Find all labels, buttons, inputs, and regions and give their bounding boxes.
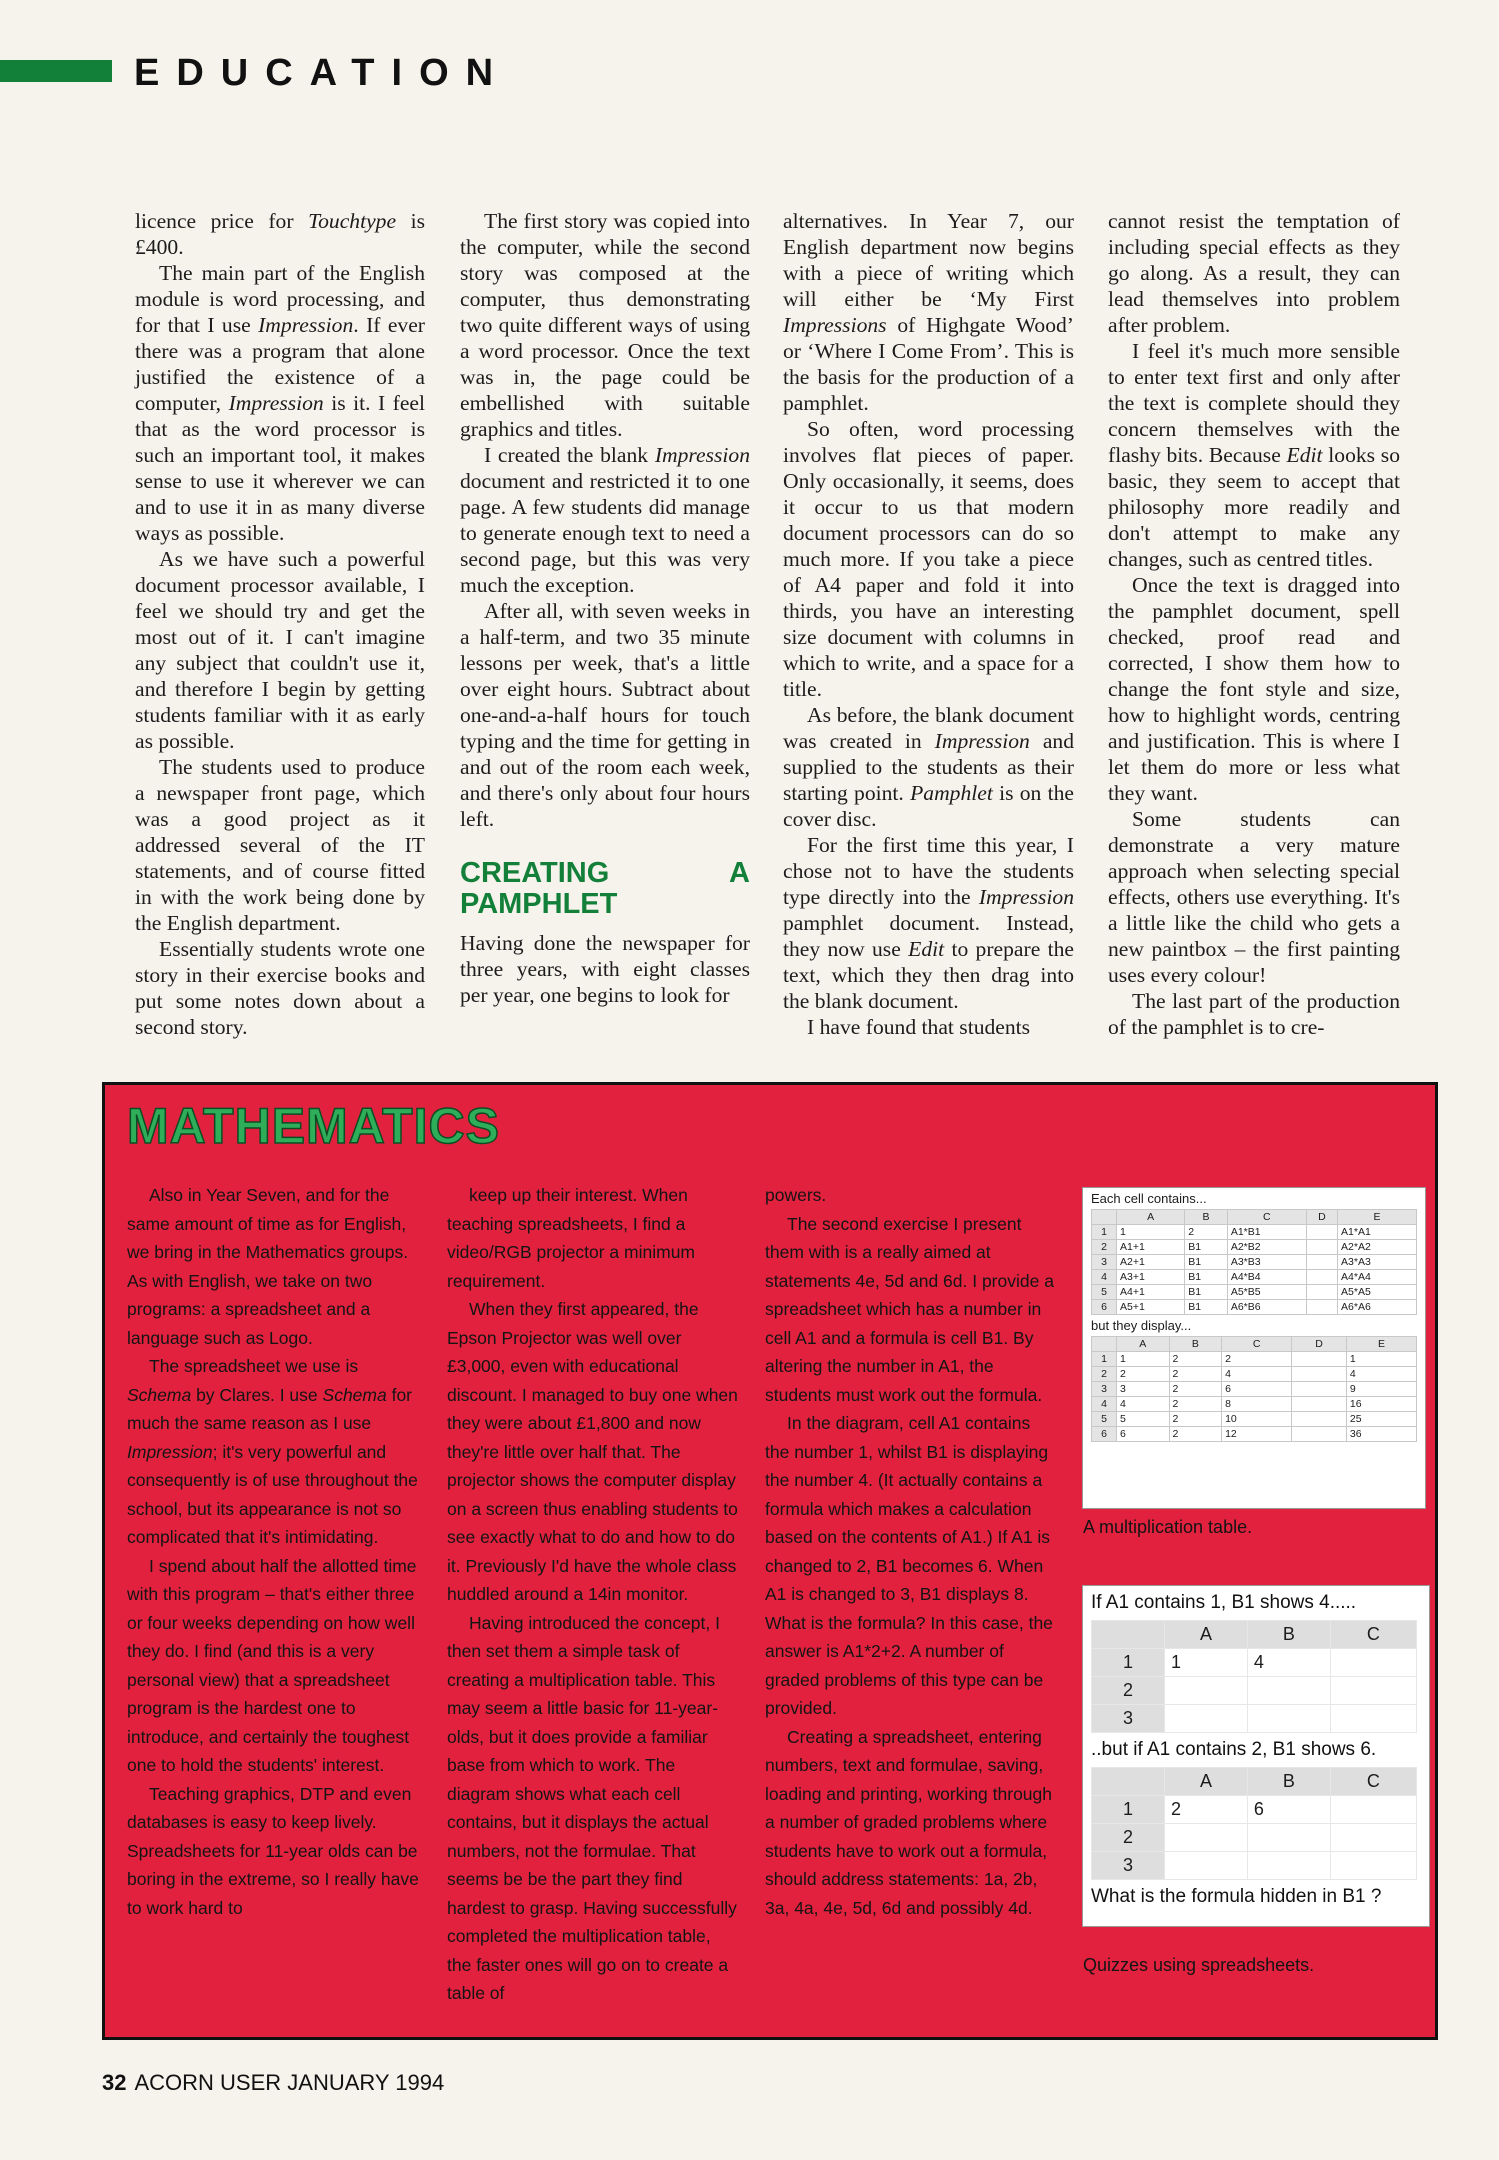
quiz-line-2: ..but if A1 contains 2, B1 shows 6. (1091, 1739, 1377, 1760)
table-row (1092, 1705, 1417, 1733)
paragraph: For the first time this year, I chose not to have the students type directly into the Impression pamphlet document. Instead, they now use Edit to prepare the text, which they then drag into the blank document. (783, 833, 1074, 1013)
column-header: E (1338, 1210, 1417, 1225)
table-row (1092, 1412, 1417, 1427)
table-cell (1306, 1240, 1337, 1255)
quiz-line-3: What is the formula hidden in B1 ? (1091, 1886, 1382, 1907)
article-column-2 (460, 208, 750, 1008)
paragraph: In the diagram, cell A1 contains the number 1, whilst B1 is displaying the number 4. (It actually contains a formula which makes a calculation based on the contents of A1.) If A1 is changed to 2, B1 becomes 6. When A1 is changed to 3, B1 displays 8. What is the formula? In this case, the answer is A1*2+2. A number of graded problems of this type can be provided. (765, 1413, 1053, 1718)
paragraph: Once the text is dragged into the pamphlet document, spell checked, proof read and corrected, I show them how to change the font style and size, how to highlight words, centring and justification. This is where I let them do more or less what they want. (1108, 573, 1400, 805)
row-number: 5 (1092, 1412, 1117, 1427)
table-cell: 4 (1247, 1649, 1330, 1677)
table-cell (1165, 1705, 1248, 1733)
table-cell (1330, 1796, 1416, 1824)
table-cell (1165, 1677, 1248, 1705)
corner-cell (1092, 1621, 1165, 1649)
paragraph: I spend about half the allotted time with this program – that's either three or four weeks depending on how well they do. I find (and this is a very personal view) that a spreadsheet program is the hardest one to introduce, and certainly the toughest one to hold the students' interest. (127, 1555, 417, 1775)
table-cell: A3*B3 (1227, 1255, 1306, 1270)
table-cell (1330, 1677, 1416, 1705)
table-cell: 5 (1117, 1412, 1170, 1427)
table-cell (1306, 1285, 1337, 1300)
table-cell (1306, 1225, 1337, 1240)
table-cell: 2 (1222, 1352, 1292, 1367)
column-header: A (1165, 1768, 1248, 1796)
table-cell: 4 (1346, 1367, 1416, 1382)
table-cell: A5*A5 (1338, 1285, 1417, 1300)
paragraph: The students used to produce a newspaper front page, which was a good project as it addressed several of the IT statements, and of course fitted in with the work being done by the English department. (135, 755, 425, 935)
table-row (1092, 1285, 1417, 1300)
table-cell: A5*B5 (1227, 1285, 1306, 1300)
table-cell: 1 (1346, 1352, 1416, 1367)
table-cell: 2 (1169, 1367, 1222, 1382)
row-number: 1 (1092, 1649, 1165, 1677)
table-cell: 2 (1169, 1427, 1222, 1442)
row-number: 4 (1092, 1270, 1117, 1285)
row-number: 2 (1092, 1367, 1117, 1382)
table-cell (1165, 1824, 1248, 1852)
table-cell (1292, 1427, 1347, 1442)
column-header: A (1117, 1210, 1185, 1225)
column-header: D (1306, 1210, 1337, 1225)
table-row (1092, 1852, 1417, 1880)
row-number: 2 (1092, 1677, 1165, 1705)
table-row (1092, 1677, 1417, 1705)
paragraph: Also in Year Seven, and for the same amount of time as for English, we bring in the Mathematics groups. As with English, we take on two programs: a spreadsheet and a language such as Logo. (127, 1185, 409, 1348)
paragraph: Having done the newspaper for three years, with eight classes per year, one begins to look for (460, 931, 750, 1007)
column-header: C (1227, 1210, 1306, 1225)
table-cell (1306, 1270, 1337, 1285)
table-cell (1306, 1255, 1337, 1270)
figure1-caption: A multiplication table. (1083, 1517, 1253, 1537)
table-cell: A6*B6 (1227, 1300, 1306, 1315)
table-cell: 2 (1117, 1367, 1170, 1382)
row-number: 4 (1092, 1397, 1117, 1412)
table-cell: 16 (1346, 1397, 1416, 1412)
article-column-4 (1108, 208, 1400, 1040)
paragraph: keep up their interest. When teaching spreadsheets, I find a video/RGB projector a minimum requirement. (447, 1185, 695, 1291)
table-row (1092, 1382, 1417, 1397)
table-cell: 4 (1117, 1397, 1170, 1412)
paragraph: The first story was copied into the computer, while the second story was composed at the computer, thus demonstrating two quite different ways of using a word processor. Once the text was in, the page could be embellished with suitable graphics and titles. (460, 209, 750, 441)
table-cell: 6 (1222, 1382, 1292, 1397)
box-column-3 (765, 1181, 1057, 1922)
table-cell: 6 (1247, 1796, 1330, 1824)
paragraph: Some students can demonstrate a very mature approach when selecting special effects, others use everything. It's a little like the child who gets a new paintbox – the first painting uses every colour! (1108, 807, 1400, 987)
article-column-2-text (460, 208, 750, 832)
column-header: B (1185, 1210, 1228, 1225)
row-number: 2 (1092, 1240, 1117, 1255)
table-cell: A1*B1 (1227, 1225, 1306, 1240)
column-header: B (1247, 1768, 1330, 1796)
table-cell: 1 (1117, 1352, 1170, 1367)
article-column-3 (783, 208, 1074, 1040)
paragraph: Essentially students wrote one story in their exercise books and put some notes down about a second story. (135, 937, 425, 1039)
table-cell: 3 (1117, 1382, 1170, 1397)
page-footer (102, 2070, 444, 2096)
table-cell: 2 (1169, 1382, 1222, 1397)
column-header: C (1222, 1337, 1292, 1352)
paragraph: As we have such a powerful document processor available, I feel we should try and get the most out of it. I can't imagine any subject that couldn't use it, and therefore I begin by getting students familiar with it as early as possible. (135, 547, 425, 753)
quiz-grid-1 (1091, 1620, 1417, 1733)
table-row (1092, 1300, 1417, 1315)
paragraph: powers. (765, 1185, 827, 1205)
table-cell (1292, 1397, 1347, 1412)
row-number: 1 (1092, 1352, 1117, 1367)
table-cell (1165, 1852, 1248, 1880)
paragraph: When they first appeared, the Epson Projector was well over £3,000, even with educational discount. I managed to buy one when they were about £1,800 and now they're little over half that. The projector shows the computer display on a screen thus enabling students to see exactly what to do and how to do it. Previously I'd have the whole class huddled around a 14in monitor. (447, 1299, 738, 1604)
quiz-line-1: If A1 contains 1, B1 shows 4..... (1091, 1592, 1357, 1613)
table-cell: A2*A2 (1338, 1240, 1417, 1255)
quiz-figure (1082, 1585, 1430, 1927)
table-cell (1292, 1412, 1347, 1427)
paragraph: The second exercise I present them with is a really aimed at statements 4e, 5d and 6d. I provide a spreadsheet which has a number in cell A1 and a formula is cell B1. By altering the number in A1, the students must work out the formula. (765, 1213, 1054, 1405)
table-row (1092, 1240, 1417, 1255)
table-cell: 25 (1346, 1412, 1416, 1427)
paragraph: The main part of the English module is word processing, and for that I use Impression. If ever there was a program that alone justified the existence of a computer, Impression is it. I feel that as the word processor is such an important tool, it makes sense to use it wherever we can and to use it in as many diverse ways as possible. (135, 261, 425, 545)
figure2-caption: Quizzes using spreadsheets. (1083, 1955, 1315, 1975)
table-cell: 10 (1222, 1412, 1292, 1427)
table-cell: 9 (1346, 1382, 1416, 1397)
box-column-1 (127, 1181, 419, 1922)
table-cell: B1 (1185, 1270, 1228, 1285)
row-number: 3 (1092, 1255, 1117, 1270)
table-cell: B1 (1185, 1285, 1228, 1300)
table-cell (1330, 1824, 1416, 1852)
table-cell: 4 (1222, 1367, 1292, 1382)
column-header: C (1330, 1768, 1416, 1796)
formula-sheet (1091, 1209, 1417, 1315)
table-row (1092, 1225, 1417, 1240)
subheading-creating-a-pamphlet: CREATING A PAMPHLET (460, 857, 750, 920)
column-header: B (1247, 1621, 1330, 1649)
row-number: 1 (1092, 1225, 1117, 1240)
row-number: 2 (1092, 1824, 1165, 1852)
table-cell: 1 (1165, 1649, 1248, 1677)
table-cell: A4+1 (1117, 1285, 1185, 1300)
table-cell: 2 (1185, 1225, 1228, 1240)
table-cell (1330, 1649, 1416, 1677)
table-cell: 12 (1222, 1427, 1292, 1442)
row-number: 6 (1092, 1427, 1117, 1442)
paragraph: I created the blank Impression document and restricted it to one page. A few students did manage to generate enough text to need a second page, but this was very much the exception. (460, 443, 750, 597)
table-cell: B1 (1185, 1240, 1228, 1255)
row-number: 1 (1092, 1796, 1165, 1824)
mathematics-title: MATHEMATICS (127, 1098, 500, 1154)
table-cell: A3*A3 (1338, 1255, 1417, 1270)
table-cell: 2 (1169, 1397, 1222, 1412)
table-cell: A4*B4 (1227, 1270, 1306, 1285)
column-header: D (1292, 1337, 1347, 1352)
table-cell (1247, 1852, 1330, 1880)
table-cell (1330, 1852, 1416, 1880)
paragraph: Teaching graphics, DTP and even databases is easy to keep lively. Spreadsheets for 11-year olds can be boring in the extreme, so I really have to work hard to (127, 1783, 419, 1918)
table-cell (1292, 1382, 1347, 1397)
paragraph: The spreadsheet we use is Schema by Clares. I use Schema for much the same reason as I use Impression; it's very powerful and consequently is of use throughout the school, but its appearance is not so complicated that it's intimidating. (127, 1356, 418, 1547)
table-cell: B1 (1185, 1300, 1228, 1315)
table-cell: 36 (1346, 1427, 1416, 1442)
table-cell: A2+1 (1117, 1255, 1185, 1270)
row-number: 3 (1092, 1852, 1165, 1880)
table-cell: 6 (1117, 1427, 1170, 1442)
table-cell: 2 (1169, 1412, 1222, 1427)
table-cell: A5+1 (1117, 1300, 1185, 1315)
mathematics-box (102, 1082, 1438, 2040)
table-cell: 1 (1117, 1225, 1185, 1240)
table-row (1092, 1796, 1417, 1824)
row-number: 3 (1092, 1382, 1117, 1397)
quiz-grid-2 (1091, 1767, 1417, 1880)
table-cell: 2 (1169, 1352, 1222, 1367)
section-color-bar (0, 60, 112, 82)
table-cell: A6*A6 (1338, 1300, 1417, 1315)
table-row (1092, 1367, 1417, 1382)
table-cell: B1 (1185, 1255, 1228, 1270)
column-header: A (1165, 1621, 1248, 1649)
table-row (1092, 1270, 1417, 1285)
article-column-2-continued (460, 930, 750, 1008)
paragraph: licence price for Touchtype is £400. (135, 209, 425, 259)
paragraph: After all, with seven weeks in a half-term, and two 35 minute lessons per week, that's a little over eight hours. Subtract about one-and-a-half hours for touch typing and the time for getting in and out of the room each week, and there's only about four hours left. (460, 599, 750, 831)
column-header: E (1346, 1337, 1416, 1352)
corner-cell (1092, 1337, 1117, 1352)
value-sheet (1091, 1336, 1417, 1442)
paragraph: So often, word processing involves flat pieces of paper. Only occasionally, it seems, does it occur to us that modern document processors can do so much more. If you take a piece of A4 paper and fold it into thirds, you have an interesting size document with columns in which to write, and a space for a title. (783, 417, 1074, 701)
table-cell (1247, 1824, 1330, 1852)
table-cell: A2*B2 (1227, 1240, 1306, 1255)
row-number: 5 (1092, 1285, 1117, 1300)
table-row (1092, 1824, 1417, 1852)
table-row (1092, 1397, 1417, 1412)
table-cell: A1*A1 (1338, 1225, 1417, 1240)
column-header: A (1117, 1337, 1170, 1352)
table-cell (1247, 1677, 1330, 1705)
paragraph: The last part of the production of the pamphlet is to cre- (1108, 989, 1400, 1039)
table-cell: A1+1 (1117, 1240, 1185, 1255)
section-title: EDUCATION (134, 52, 511, 94)
page-number: 32 (102, 2070, 127, 2095)
column-header: C (1330, 1621, 1416, 1649)
table-cell (1292, 1352, 1347, 1367)
corner-cell (1092, 1210, 1117, 1225)
paragraph: Having introduced the concept, I then set them a simple task of creating a multiplication table. This may seem a little basic for 11-year-olds, but it does provide a familiar base from which to work. The diagram shows what each cell contains, but it displays the actual numbers, not the formulae. That seems be be the part they find hardest to grasp. Having successfully completed the multiplication table, the faster ones will go on to create a table of (447, 1612, 737, 2003)
table-row (1092, 1649, 1417, 1677)
table-row (1092, 1427, 1417, 1442)
table-cell: 2 (1165, 1796, 1248, 1824)
table-cell: A3+1 (1117, 1270, 1185, 1285)
table-row (1092, 1352, 1417, 1367)
publication-line: ACORN USER JANUARY 1994 (134, 2070, 445, 2095)
paragraph: cannot resist the temptation of including special effects as they go along. As a result, they can lead themselves into problem after problem. (1108, 209, 1400, 337)
paragraph: Creating a spreadsheet, entering numbers, text and formulae, saving, loading and printing, working through a number of graded problems where students have to work out a formula, should address statements: 1a, 2b, 3a, 4a, 4e, 5d, 6d and possibly 4d. (765, 1726, 1052, 1918)
table-cell: A4*A4 (1338, 1270, 1417, 1285)
table-cell (1306, 1300, 1337, 1315)
figure1-label-bottom: but they display... (1091, 1318, 1192, 1333)
table-row (1092, 1255, 1417, 1270)
column-header: B (1169, 1337, 1222, 1352)
multiplication-table-figure (1082, 1187, 1426, 1509)
paragraph: I feel it's much more sensible to enter text first and only after the text is complete should they concern themselves with the flashy bits. Because Edit looks so basic, they seem to accept that philosophy more readily and don't attempt to make any changes, such as centred titles. (1108, 339, 1400, 571)
table-cell (1292, 1367, 1347, 1382)
box-column-2 (447, 1181, 739, 2008)
corner-cell (1092, 1768, 1165, 1796)
paragraph: I have found that students (807, 1015, 1031, 1039)
table-cell: 8 (1222, 1397, 1292, 1412)
figure1-label-top: Each cell contains... (1091, 1191, 1207, 1206)
table-cell (1330, 1705, 1416, 1733)
row-number: 6 (1092, 1300, 1117, 1315)
paragraph: As before, the blank document was created in Impression and supplied to the students as their starting point. Pamphlet is on the cover disc. (783, 703, 1074, 831)
paragraph: alternatives. In Year 7, our English department now begins with a piece of writing which will either be ‘My First Impressions of Highgate Wood’ or ‘Where I Come From’. This is the basis for the production of a pamphlet. (783, 209, 1074, 415)
table-cell (1247, 1705, 1330, 1733)
row-number: 3 (1092, 1705, 1165, 1733)
article-column-1 (135, 208, 425, 1040)
